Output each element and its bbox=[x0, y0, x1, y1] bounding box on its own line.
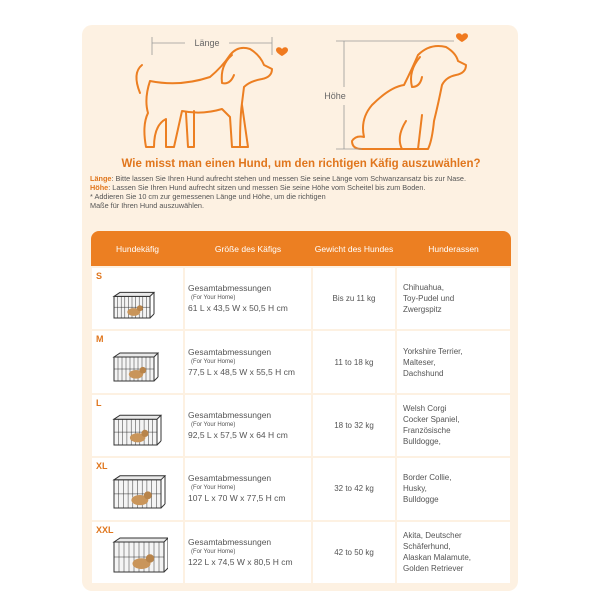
weight-cell: Bis zu 11 kg bbox=[312, 267, 396, 330]
dimensions-sub: (For Your Home) bbox=[191, 358, 236, 365]
dimensions-sub: (For Your Home) bbox=[191, 485, 236, 492]
breed-line: Yorkshire Terrier, bbox=[403, 346, 463, 356]
header-size: Größe des Käfigs bbox=[184, 231, 312, 267]
breed-line: Toy-Pudel und bbox=[403, 294, 455, 304]
height-measure bbox=[336, 41, 454, 149]
breed-line: Akita, Deutscher bbox=[403, 531, 462, 541]
dimensions-label: Gesamtabmessungen bbox=[188, 346, 272, 357]
dimensions-value: 77,5 L x 48,5 W x 55,5 H cm bbox=[188, 366, 295, 377]
size-label: XXL bbox=[96, 524, 114, 535]
table-row bbox=[91, 394, 511, 457]
breeds-cell bbox=[396, 267, 511, 330]
breed-line: Golden Retriever bbox=[403, 564, 464, 574]
crate-cell bbox=[91, 457, 184, 520]
table-row bbox=[91, 457, 511, 520]
standing-dog-icon bbox=[136, 48, 272, 147]
dog-crate-icon bbox=[110, 280, 168, 322]
info-card bbox=[82, 25, 518, 591]
breed-line: Welsh Corgi bbox=[403, 404, 447, 414]
dog-crate-icon bbox=[110, 343, 168, 385]
dimensions-cell bbox=[184, 267, 312, 330]
weight-cell: 11 to 18 kg bbox=[312, 330, 396, 393]
length-instruction: Länge: Bitte lassen Sie Ihren Hund aufrecht stehen und messen Sie seine Länge vom Schwanzansatz bis zur Nase. bbox=[90, 174, 467, 183]
breed-line: Cocker Spaniel, bbox=[403, 415, 460, 425]
dimensions-cell bbox=[184, 330, 312, 393]
dimensions-value: 107 L x 70 W x 77,5 H cm bbox=[188, 493, 286, 504]
dimensions-sub: (For Your Home) bbox=[191, 421, 236, 428]
crate-cell bbox=[91, 521, 184, 584]
header-crate: Hundekäfig bbox=[91, 231, 184, 267]
dimensions-label: Gesamtabmessungen bbox=[188, 536, 272, 547]
breed-line: Husky, bbox=[403, 484, 427, 494]
dimensions-sub: (For Your Home) bbox=[191, 548, 236, 555]
measurement-instructions bbox=[90, 175, 514, 211]
weight-cell: 32 to 42 kg bbox=[312, 457, 396, 520]
heart-icon bbox=[276, 47, 288, 56]
breeds-cell bbox=[396, 457, 511, 520]
height-instruction: Höhe: Lassen Sie Ihren Hund aufrecht sitzen und messen Sie seine Höhe vom Scheitel bis zum Boden. bbox=[90, 182, 426, 192]
weight-cell: 18 to 32 kg bbox=[312, 394, 396, 457]
sitting-dog-icon bbox=[352, 46, 466, 149]
crate-cell bbox=[91, 394, 184, 457]
heart-icon bbox=[456, 33, 468, 42]
dimensions-label: Gesamtabmessungen bbox=[188, 283, 272, 294]
size-label: L bbox=[96, 397, 102, 408]
dimensions-value: 61 L x 43,5 W x 50,5 H cm bbox=[188, 303, 288, 314]
crate-cell bbox=[91, 267, 184, 330]
dimensions-value: 122 L x 74,5 W x 80,5 H cm bbox=[188, 556, 293, 567]
breeds-cell bbox=[396, 521, 511, 584]
page-heading: Wie misst man einen Hund, um den richtigen Käfig auszuwählen? bbox=[121, 158, 481, 170]
note-line: * Addieren Sie 10 cm zur gemessenen Länge und Höhe, um die richtigen bbox=[90, 191, 326, 201]
size-label: XL bbox=[96, 461, 108, 472]
breed-line: Zwergspitz bbox=[403, 305, 442, 315]
dimensions-cell bbox=[184, 394, 312, 457]
weight-cell: 42 to 50 kg bbox=[312, 521, 396, 584]
dimensions-cell bbox=[184, 521, 312, 584]
dimensions-cell bbox=[184, 457, 312, 520]
dimensions-label: Gesamtabmessungen bbox=[188, 473, 272, 484]
breed-line: Bulldogge bbox=[403, 495, 439, 505]
dog-crate-icon bbox=[110, 470, 168, 512]
dog-crate-icon bbox=[110, 534, 168, 576]
length-label: Länge bbox=[194, 38, 220, 48]
crate-size-table bbox=[90, 231, 512, 585]
table-row bbox=[91, 267, 511, 330]
header-breeds: Hunderassen bbox=[396, 231, 511, 267]
table-row bbox=[91, 330, 511, 393]
breeds-cell bbox=[396, 394, 511, 457]
breeds-cell bbox=[396, 330, 511, 393]
breed-line: Bulldogge, bbox=[403, 437, 441, 447]
crate-cell bbox=[91, 330, 184, 393]
breed-line: Alaskan Malamute, bbox=[403, 553, 472, 563]
breed-line: Malteser, bbox=[403, 357, 436, 367]
height-label: Höhe bbox=[324, 91, 346, 101]
dog-crate-icon bbox=[110, 407, 168, 449]
breed-line: Französische bbox=[403, 426, 451, 436]
dimensions-value: 92,5 L x 57,5 W x 64 H cm bbox=[188, 429, 288, 440]
size-label: M bbox=[96, 334, 104, 345]
breed-line: Schäferhund, bbox=[403, 542, 451, 552]
table-header-row bbox=[91, 231, 511, 267]
dimensions-sub: (For Your Home) bbox=[191, 295, 236, 302]
header-weight: Gewicht des Hundes bbox=[312, 231, 396, 267]
size-label: S bbox=[96, 271, 103, 281]
breed-line: Border Collie, bbox=[403, 473, 452, 483]
dog-measurement-illustration bbox=[82, 25, 518, 175]
dimensions-label: Gesamtabmessungen bbox=[188, 409, 272, 420]
breed-line: Dachshund bbox=[403, 368, 444, 378]
table-row bbox=[91, 521, 511, 584]
breed-line: Chihuahua, bbox=[403, 283, 444, 293]
note-line: Maße für Ihren Hund auszuwählen. bbox=[90, 200, 204, 210]
